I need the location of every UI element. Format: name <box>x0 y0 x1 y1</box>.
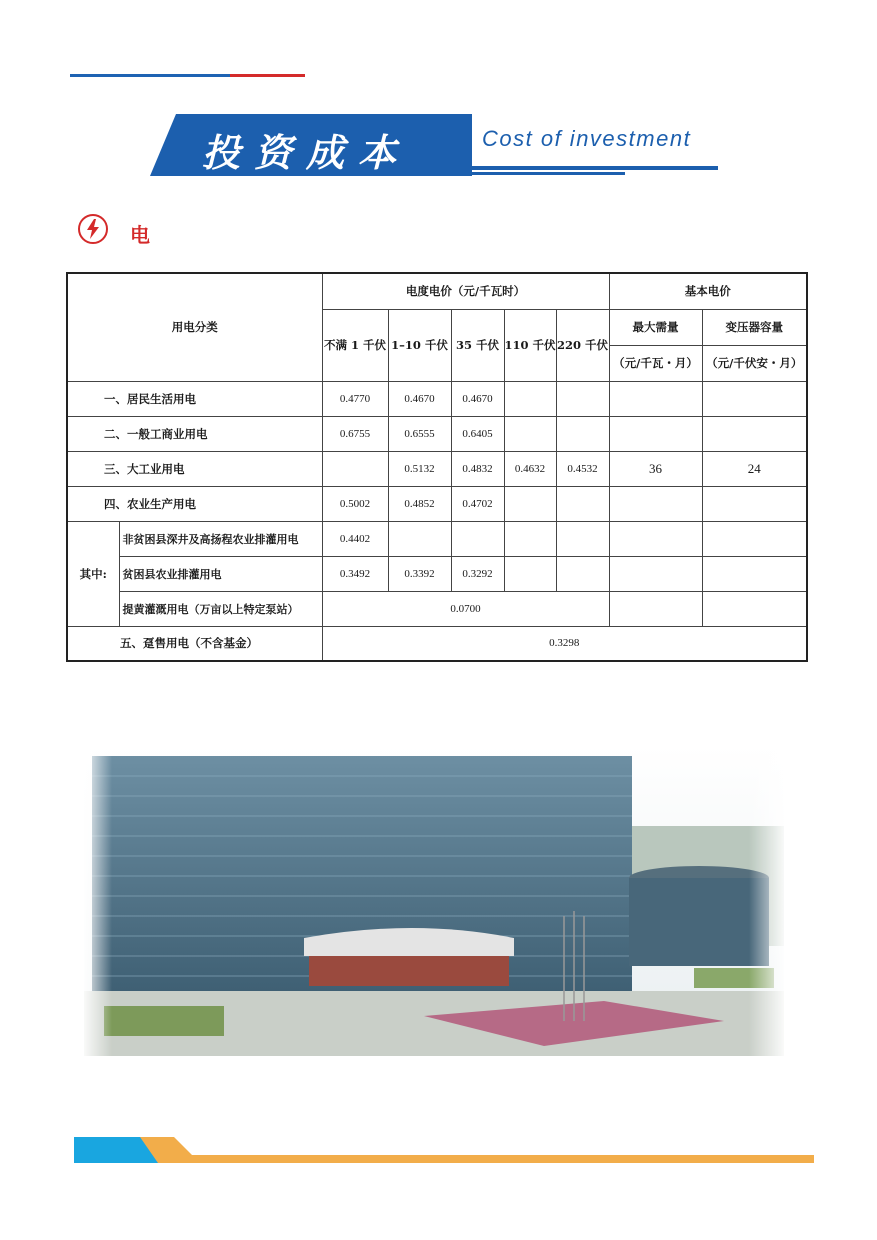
table-cell: 0.4770 <box>322 381 388 416</box>
table-cell <box>609 521 702 556</box>
banner-underline <box>458 166 718 170</box>
table-cell <box>388 521 451 556</box>
page-title: 投资成本 <box>202 130 411 175</box>
header-voltage-5: 220 千伏 <box>556 309 609 381</box>
table-cell <box>702 486 807 521</box>
table-cell <box>609 556 702 591</box>
table-cell: 0.6755 <box>322 416 388 451</box>
header-category: 用电分类 <box>67 273 322 381</box>
building-photo <box>84 746 784 1056</box>
table-cell <box>702 416 807 451</box>
row-category: 三、大工业用电 <box>67 451 322 486</box>
table-cell <box>556 486 609 521</box>
table-cell <box>451 521 504 556</box>
table-cell <box>504 556 556 591</box>
header-transformer: 变压器容量 <box>702 309 807 345</box>
table-cell <box>702 556 807 591</box>
sub-group-label: 其中: <box>67 521 119 626</box>
lightning-bolt-icon <box>78 214 108 244</box>
row-category: 四、农业生产用电 <box>67 486 322 521</box>
table-cell: 0.3392 <box>388 556 451 591</box>
table-cell: 0.5002 <box>322 486 388 521</box>
table-cell: 36 <box>609 451 702 486</box>
table-cell: 0.4532 <box>556 451 609 486</box>
table-cell <box>322 451 388 486</box>
table-row <box>67 381 807 416</box>
title-banner <box>150 114 720 180</box>
table-cell <box>609 416 702 451</box>
table-cell: 0.4670 <box>451 381 504 416</box>
section-title: 电 <box>130 223 150 247</box>
bottom-accent-bar <box>74 1137 814 1165</box>
table-cell: 0.4632 <box>504 451 556 486</box>
table-cell: 0.3492 <box>322 556 388 591</box>
row-category: 提黄灌溉用电（万亩以上特定泵站） <box>119 591 322 626</box>
page-subtitle: Cost of investment <box>482 126 692 151</box>
table-row <box>67 486 807 521</box>
table-cell <box>504 486 556 521</box>
top-accent-line <box>70 74 305 77</box>
table-cell: 0.4852 <box>388 486 451 521</box>
banner-underline-thin <box>460 172 625 175</box>
table-row <box>67 591 807 626</box>
header-voltage-1: 不满 1 千伏 <box>322 309 388 381</box>
header-transformer-unit: （元/千伏安・月） <box>702 345 807 381</box>
table-cell: 0.4402 <box>322 521 388 556</box>
header-voltage-2: 1–10 千伏 <box>388 309 451 381</box>
table-row <box>67 451 807 486</box>
row-category: 一、居民生活用电 <box>67 381 322 416</box>
table-cell: 0.4832 <box>451 451 504 486</box>
header-voltage-4: 110 千伏 <box>504 309 556 381</box>
header-energy-price: 电度电价（元/千瓦时） <box>322 273 609 309</box>
table-cell <box>609 486 702 521</box>
table-cell-merged: 0.0700 <box>322 591 609 626</box>
table-cell: 0.6405 <box>451 416 504 451</box>
table-cell <box>556 521 609 556</box>
table-cell: 0.3292 <box>451 556 504 591</box>
table-cell <box>609 591 702 626</box>
table-cell: 24 <box>702 451 807 486</box>
table-cell <box>504 521 556 556</box>
row-category: 五、趸售用电（不含基金） <box>67 626 322 661</box>
row-category: 非贫困县深井及高扬程农业排灌用电 <box>119 521 322 556</box>
table-cell: 0.4702 <box>451 486 504 521</box>
table-cell <box>504 381 556 416</box>
table-cell <box>609 381 702 416</box>
header-max-demand-unit: （元/千瓦・月） <box>609 345 702 381</box>
row-category: 贫困县农业排灌用电 <box>119 556 322 591</box>
table-cell: 0.4670 <box>388 381 451 416</box>
header-basic-price: 基本电价 <box>609 273 807 309</box>
table-cell <box>702 521 807 556</box>
table-row <box>67 626 807 661</box>
top-accent-blue <box>70 74 230 77</box>
header-max-demand: 最大需量 <box>609 309 702 345</box>
table-cell: 0.5132 <box>388 451 451 486</box>
table-cell <box>702 591 807 626</box>
table-cell <box>556 416 609 451</box>
table-cell <box>556 381 609 416</box>
table-row <box>67 416 807 451</box>
table-cell <box>702 381 807 416</box>
electricity-price-table <box>66 272 808 662</box>
table-cell <box>556 556 609 591</box>
table-cell-merged: 0.3298 <box>322 626 807 661</box>
table-cell <box>504 416 556 451</box>
top-accent-red <box>230 74 305 77</box>
table-row <box>67 521 807 556</box>
header-voltage-3: 35 千伏 <box>451 309 504 381</box>
table-cell: 0.6555 <box>388 416 451 451</box>
table-row <box>67 556 807 591</box>
row-category: 二、一般工商业用电 <box>67 416 322 451</box>
